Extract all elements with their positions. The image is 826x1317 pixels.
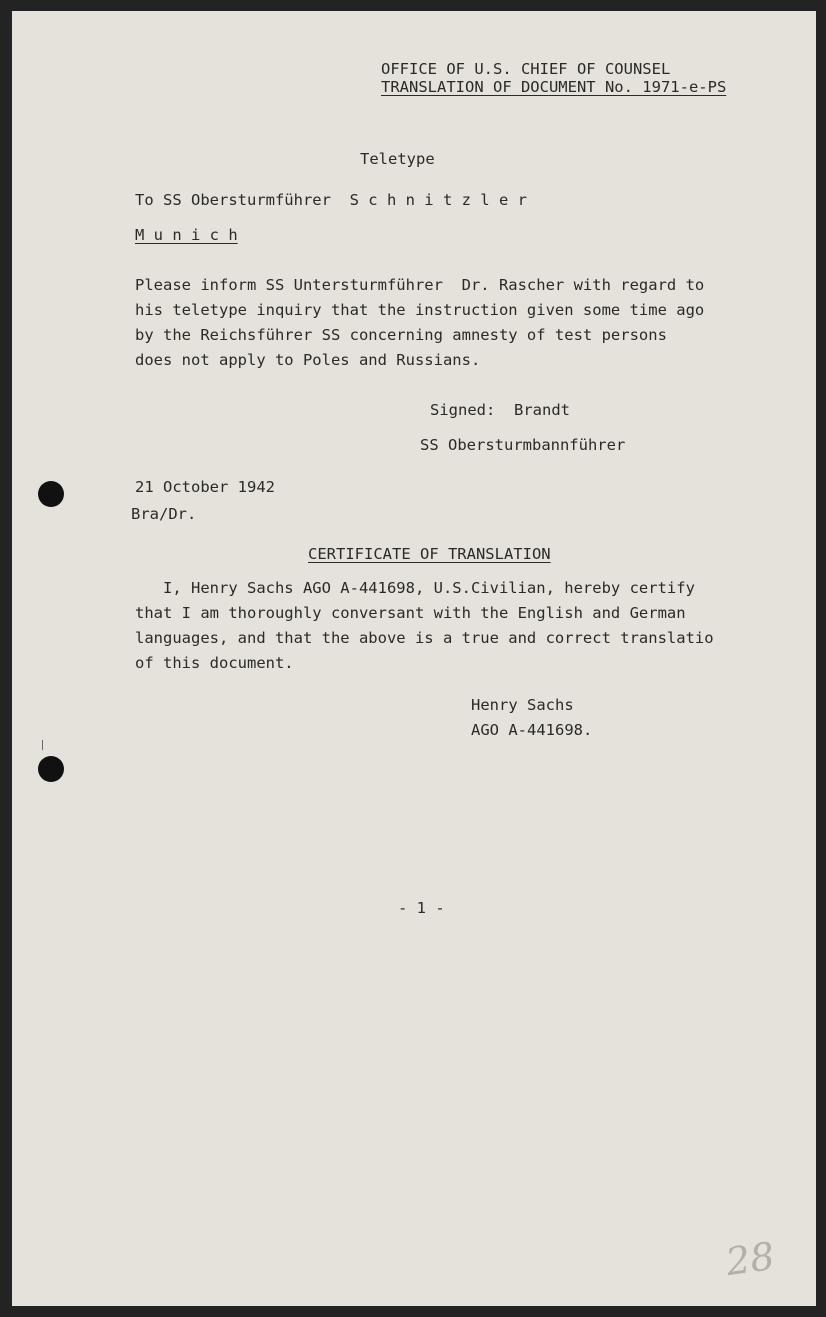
document-title: Teletype [360, 150, 435, 168]
body-line-2: his teletype inquiry that the instruction given some time ago [135, 301, 705, 319]
certificate-heading: CERTIFICATE OF TRANSLATION [308, 545, 551, 563]
body-line-4: does not apply to Poles and Russians. [135, 351, 481, 369]
body-line-1: Please inform SS Untersturmführer Dr. Rascher with regard to [135, 276, 705, 294]
certificate-signer-id: AGO A-441698. [471, 721, 593, 739]
recipient-line: To SS Obersturmführer S c h n i t z l e r [135, 191, 527, 209]
certificate-signer-name: Henry Sachs [471, 696, 574, 714]
body-line-3: by the Reichsführer SS concerning amnesty of test persons [135, 326, 667, 344]
header-translation-line: TRANSLATION OF DOCUMENT No. 1971-e-PS [381, 78, 727, 96]
page-number: - 1 - [398, 899, 445, 917]
margin-mark [42, 740, 43, 750]
punch-hole-bottom [38, 756, 64, 782]
document-date: 21 October 1942 [135, 478, 275, 496]
punch-hole-top [38, 481, 64, 507]
signature-rank: SS Obersturmbannführer [420, 436, 626, 454]
certificate-line-3: languages, and that the above is a true and correct translatio [135, 629, 714, 647]
document-page [12, 11, 816, 1306]
certificate-line-2: that I am thoroughly conversant with the English and German [135, 604, 686, 622]
header-office-line: OFFICE OF U.S. CHIEF OF COUNSEL [381, 60, 671, 78]
signature-signed: Signed: Brandt [430, 401, 570, 419]
certificate-line-1: I, Henry Sachs AGO A-441698, U.S.Civilian, hereby certify [135, 579, 695, 597]
certificate-line-4: of this document. [135, 654, 294, 672]
recipient-city: M u n i c h [135, 226, 238, 244]
reference-initials: Bra/Dr. [131, 505, 197, 523]
handwritten-page-number: 28 [723, 1233, 778, 1285]
